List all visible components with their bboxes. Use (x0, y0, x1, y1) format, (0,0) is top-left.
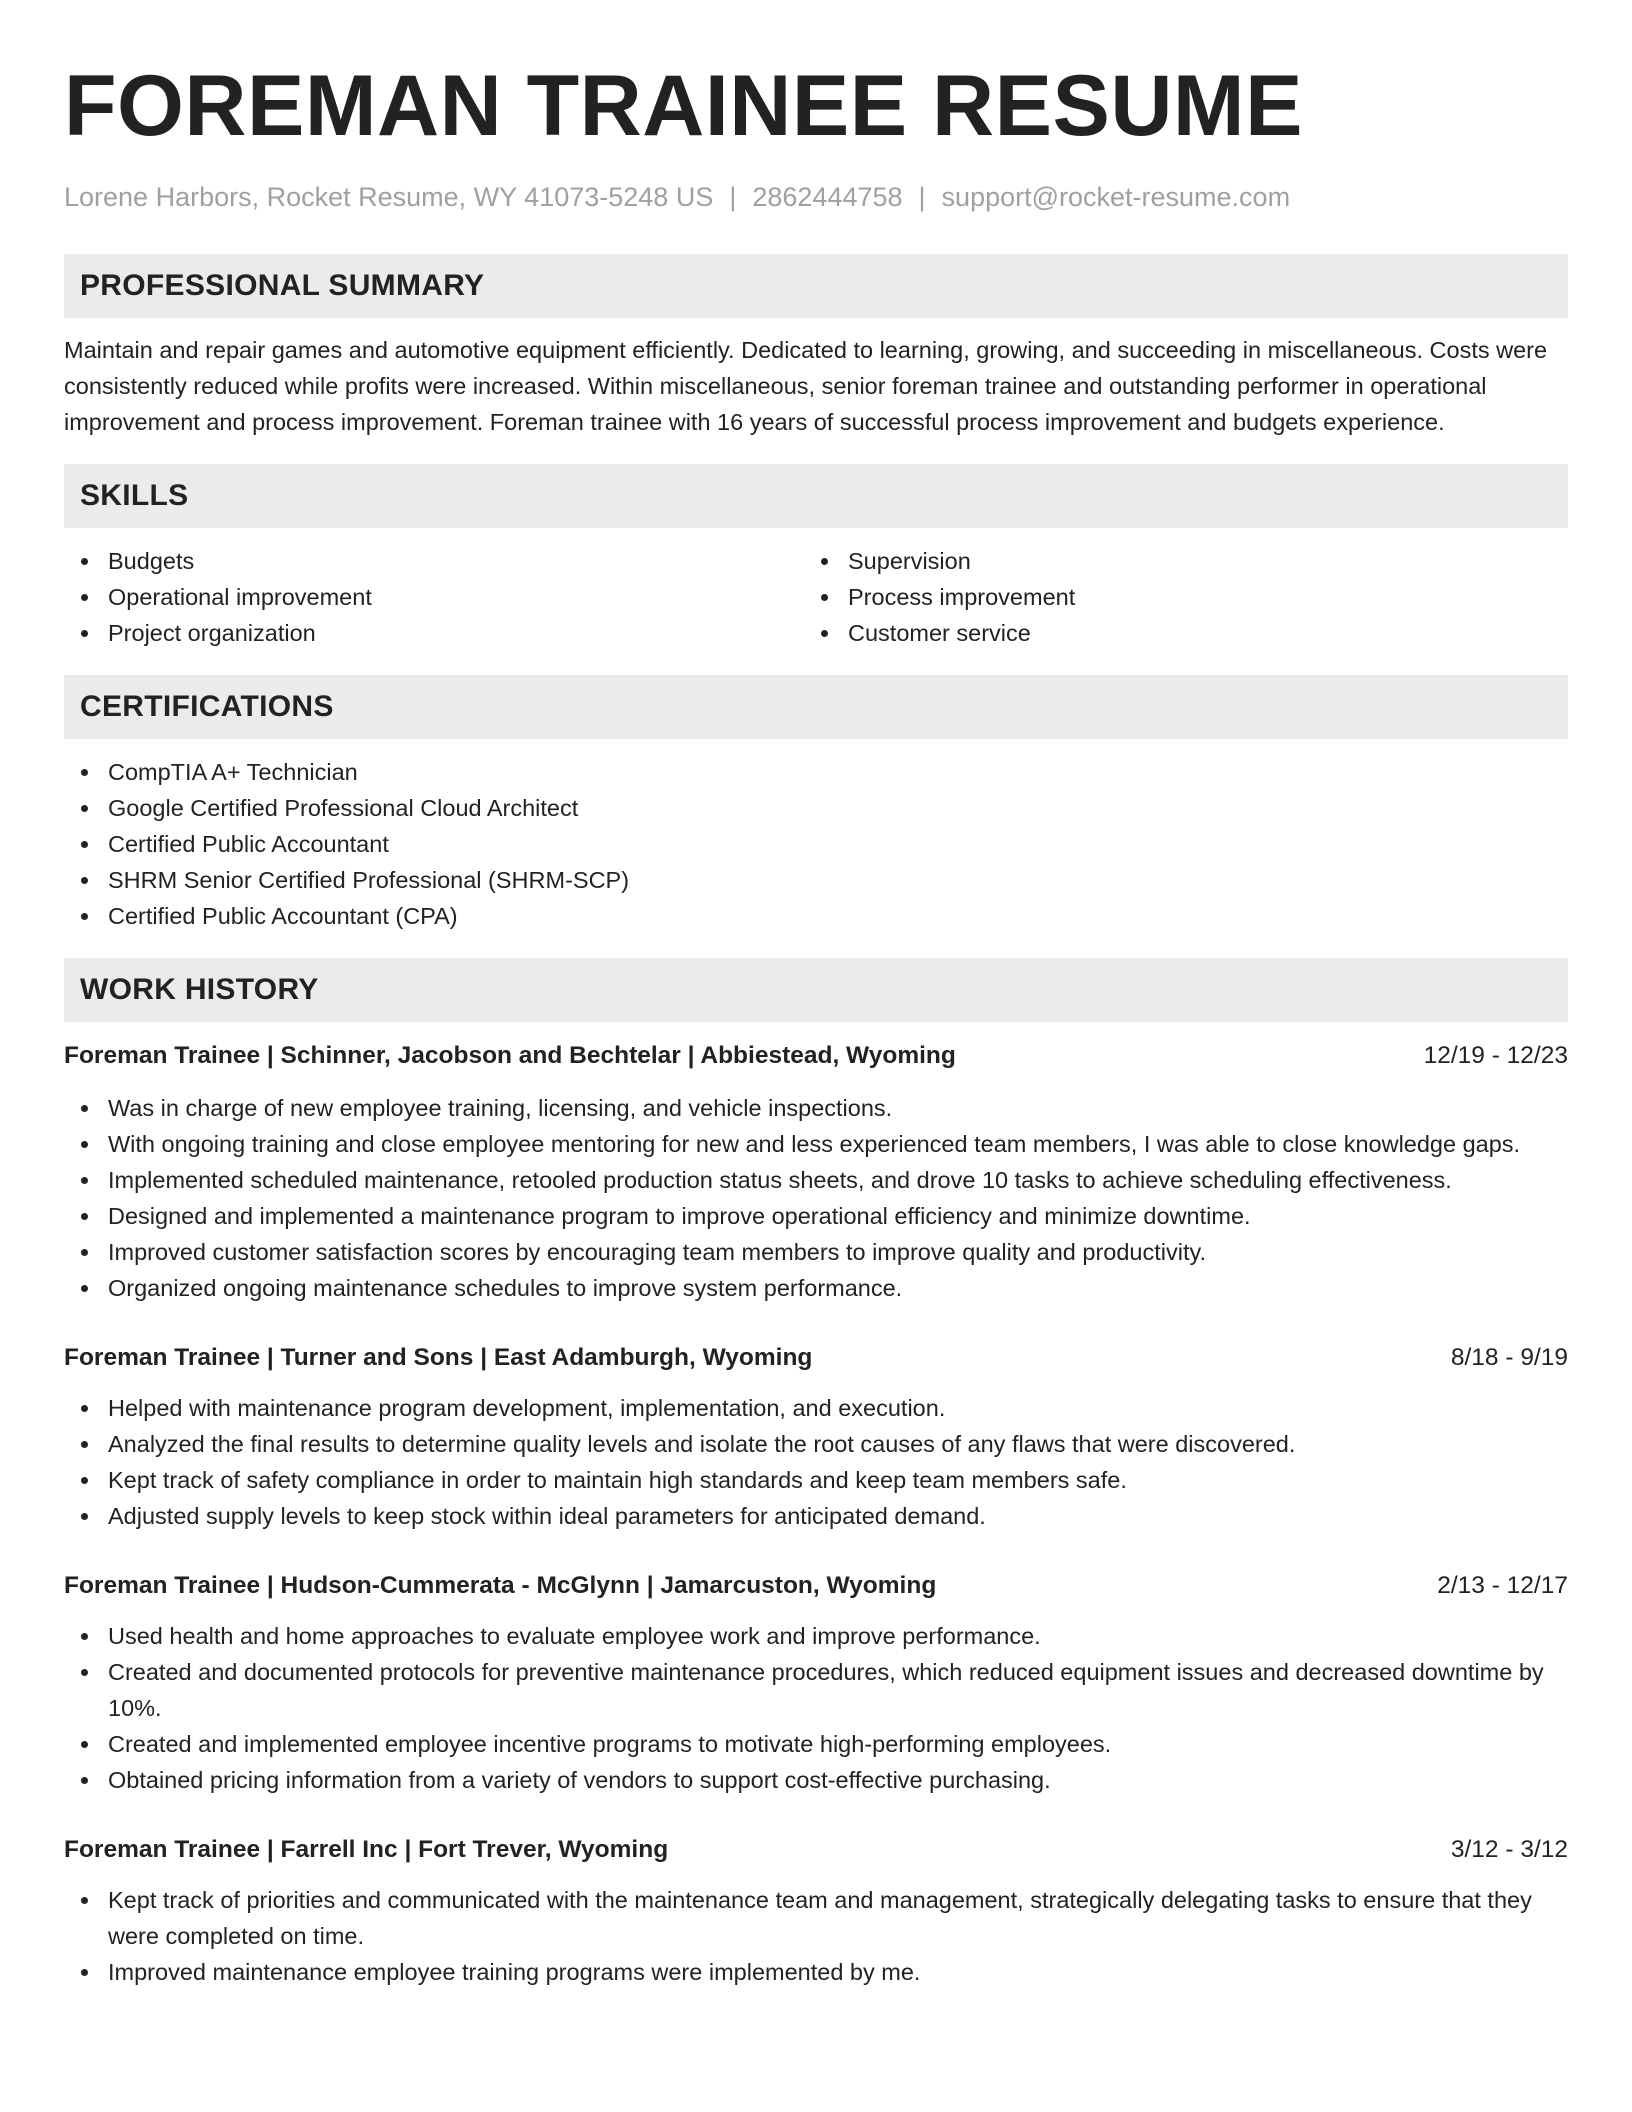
section-header-certifications: CERTIFICATIONS (64, 675, 1568, 739)
job-bullet: Improved maintenance employee training programs were implemented by me. (64, 1954, 1568, 1990)
job-entry (64, 1038, 1568, 1306)
job-bullet: Helped with maintenance program development, implementation, and execution. (64, 1390, 1568, 1426)
skill-item: Process improvement (804, 579, 1544, 615)
section-header-work-history: WORK HISTORY (64, 958, 1568, 1022)
certification-item: Certified Public Accountant (64, 826, 1568, 862)
job-title: Foreman Trainee | Schinner, Jacobson and Bechtelar | Abbiestead, Wyoming (64, 1042, 956, 1069)
job-header (64, 1038, 1568, 1074)
job-entry (64, 1832, 1568, 1990)
job-bullets (64, 1618, 1568, 1798)
job-bullet: Adjusted supply levels to keep stock within ideal parameters for anticipated demand. (64, 1498, 1568, 1534)
skill-item: Operational improvement (64, 579, 804, 615)
contact-address: Lorene Harbors, Rocket Resume, WY 41073-5248 US (64, 182, 714, 212)
contact-phone: 2862444758 (752, 182, 903, 212)
skill-item: Budgets (64, 543, 804, 579)
job-title: Foreman Trainee | Turner and Sons | East Adamburgh, Wyoming (64, 1344, 813, 1371)
skill-item: Customer service (804, 615, 1544, 651)
job-bullets (64, 1090, 1568, 1306)
job-bullet: Used health and home approaches to evaluate employee work and improve performance. (64, 1618, 1568, 1654)
skill-item: Project organization (64, 615, 804, 651)
job-bullet: Kept track of safety compliance in order to maintain high standards and keep team members safe. (64, 1462, 1568, 1498)
job-title: Foreman Trainee | Hudson-Cummerata - McGlynn | Jamarcuston, Wyoming (64, 1572, 937, 1599)
certification-item: CompTIA A+ Technician (64, 754, 1568, 790)
job-entry (64, 1568, 1568, 1798)
job-bullet: Obtained pricing information from a variety of vendors to support cost-effective purchasing. (64, 1762, 1568, 1798)
contact-line (64, 180, 1568, 214)
skills-column-left (64, 543, 804, 651)
job-header (64, 1568, 1568, 1604)
job-bullet: Analyzed the final results to determine quality levels and isolate the root causes of any flaws that were discovered. (64, 1426, 1568, 1462)
resume-title: FOREMAN TRAINEE RESUME (64, 58, 1303, 154)
job-bullet: Kept track of priorities and communicated with the maintenance team and management, strategically delegating tasks to ensure that they were completed on time. (64, 1882, 1568, 1954)
certifications-list (64, 754, 1568, 934)
section-header-skills: SKILLS (64, 464, 1568, 528)
job-bullet: Improved customer satisfaction scores by encouraging team members to improve quality and productivity. (64, 1234, 1568, 1270)
job-bullet: Was in charge of new employee training, licensing, and vehicle inspections. (64, 1090, 1568, 1126)
skills-grid (64, 543, 1568, 651)
job-bullet: Created and implemented employee incentive programs to motivate high-performing employees. (64, 1726, 1568, 1762)
certification-item: Google Certified Professional Cloud Architect (64, 790, 1568, 826)
job-header (64, 1832, 1568, 1868)
contact-email: support@rocket-resume.com (941, 182, 1291, 212)
skill-item: Supervision (804, 543, 1544, 579)
job-dates: 3/12 - 3/12 (1450, 1836, 1568, 1863)
job-header (64, 1340, 1568, 1376)
job-dates: 2/13 - 12/17 (1437, 1572, 1568, 1599)
job-entry (64, 1340, 1568, 1534)
job-bullet: Created and documented protocols for preventive maintenance procedures, which reduced equipment issues and decreased downtime by 10%. (64, 1654, 1568, 1726)
job-bullet: Implemented scheduled maintenance, retooled production status sheets, and drove 10 tasks to achieve scheduling effectiveness. (64, 1162, 1568, 1198)
contact-separator: | (729, 182, 737, 212)
certification-item: Certified Public Accountant (CPA) (64, 898, 1568, 934)
contact-separator: | (918, 182, 926, 212)
job-bullet: With ongoing training and close employee mentoring for new and less experienced team members, I was able to close knowledge gaps. (64, 1126, 1568, 1162)
job-bullets (64, 1390, 1568, 1534)
job-bullet: Organized ongoing maintenance schedules to improve system performance. (64, 1270, 1568, 1306)
summary-text: Maintain and repair games and automotive equipment efficiently. Dedicated to learning, growing, and succeeding in miscellaneous. Costs were consistently reduced while profits were increased. Within miscellaneous, senior foreman trainee and outstanding performer in operational improvement and process improvement. Foreman trainee with 16 years of successful process improvement and budgets experience. (64, 337, 1548, 435)
job-dates: 12/19 - 12/23 (1423, 1042, 1568, 1069)
job-bullet: Designed and implemented a maintenance program to improve operational efficiency and minimize downtime. (64, 1198, 1568, 1234)
skills-column-right (804, 543, 1544, 651)
job-title: Foreman Trainee | Farrell Inc | Fort Trever, Wyoming (64, 1836, 669, 1863)
job-bullets (64, 1882, 1568, 1990)
job-dates: 8/18 - 9/19 (1450, 1344, 1568, 1371)
section-header-summary: PROFESSIONAL SUMMARY (64, 254, 1568, 318)
certification-item: SHRM Senior Certified Professional (SHRM-SCP) (64, 862, 1568, 898)
